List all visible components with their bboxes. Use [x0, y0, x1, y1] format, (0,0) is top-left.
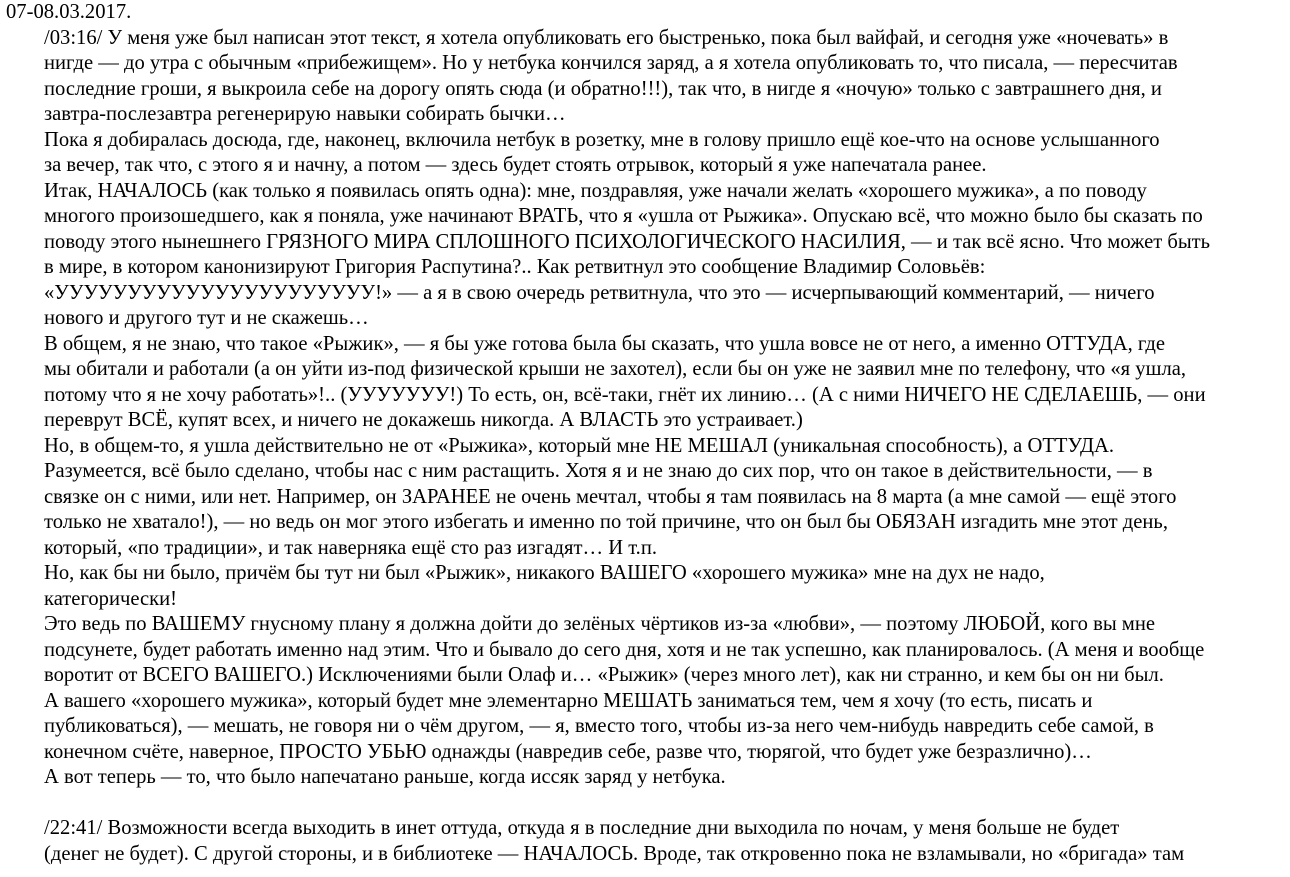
document-date: 07-08.03.2017. — [6, 1, 132, 23]
text-line: Пока я добиралась досюда, где, наконец, включила нетбук в розетку, мне в голову пришло ещё кое-что на основе услышанного — [44, 128, 1160, 151]
text-line: категорически! — [44, 587, 178, 610]
text-line: Это ведь по ВАШЕМУ гнусному плану я должна дойти до зелёных чёртиков из-за «любви», — поэтому ЛЮБОЙ, кого вы мне — [44, 613, 1156, 635]
text-line: Разумеется, всё было сделано, чтобы нас с ним растащить. Хотя я и не знаю до сих пор, что он такое в действительности, — в — [44, 460, 1153, 482]
text-line: который, «по традиции», и так наверняка ещё сто раз изгадят… И т.п. — [44, 536, 658, 559]
blank-line — [6, 791, 1286, 817]
text-line: многого произошедшего, как я поняла, уже начинают ВРАТЬ, что я «ушла от Рыжика». Опускаю всё, что можно было бы сказать по — [44, 205, 1203, 227]
text-line: /22:41/ Возможности всегда выходить в инет оттуда, откуда я в последние дни выходила по ночам, у меня больше не будет — [44, 817, 1120, 839]
text-line: только не хватало!), — но ведь он мог этого избегать и именно по той причине, что он был бы ОБЯЗАН изгадить мне этот день, — [44, 511, 1168, 533]
paragraph-4 — [6, 332, 1286, 434]
text-line: В общем, я не знаю, что такое «Рыжик», — я бы уже готова была бы сказать, что ушла вовсе не от него, а именно ОТТУДА, где — [44, 332, 1165, 355]
text-line: А вашего «хорошего мужика», который будет мне элементарно МЕШАТЬ заниматься тем, чем я хочу (то есть, писать и — [44, 689, 1093, 712]
text-line: переврут ВСЁ, купят всех, и ничего не докажешь никогда. А ВЛАСТЬ это устраивает.) — [44, 409, 803, 431]
text-line: потому что я не хочу работать»!.. (УУУУУУУ!) То есть, он, всё-таки, гнёт их линию… (А с ними НИЧЕГО НЕ СДЕЛАЕШЬ, — они — [44, 383, 1206, 406]
paragraph-6 — [6, 459, 1286, 561]
paragraph-second-part — [6, 816, 1286, 867]
paragraph-10 — [6, 765, 1286, 791]
text-line: нового и другого тут и не скажешь… — [44, 307, 369, 329]
text-line: в мире, в котором канонизируют Григория Распутина?.. Как ретвитнул это сообщение Владимир Соловьёв: — [44, 256, 986, 278]
paragraph-5 — [6, 434, 1286, 460]
paragraph-3 — [6, 179, 1286, 332]
paragraph-7 — [6, 561, 1286, 612]
text-line: подсунете, будет работать именно над этим. Что и бывало до сего дня, хотя и не так успешно, как планировалось. (А меня и вообще — [44, 638, 1205, 661]
paragraph-2 — [6, 128, 1286, 179]
text-line: Но, в общем-то, я ушла действительно не от «Рыжика», который мне НЕ МЕШАЛ (уникальная способность), а ОТТУДА. — [44, 434, 1115, 457]
text-line: конечном счёте, наверное, ПРОСТО УБЬЮ однажды (навредив себе, разве что, тюрягой, что будет уже безразлично)… — [44, 740, 1092, 763]
text-line: поводу этого нынешнего ГРЯЗНОГО МИРА СПЛОШНОГО ПСИХОЛОГИЧЕСКОГО НАСИЛИЯ, — и так всё ясно. Что может быть — [44, 230, 1211, 253]
text-line: завтра-послезавтра регенерирую навыки собирать бычки… — [44, 103, 566, 125]
text-line: мы обитали и работали (а он уйти из-под физической крыши не захотел), если бы он уже не заявил мне по телефону, что «я ушла, — [44, 358, 1187, 380]
text-line: Но, как бы ни было, причём бы тут ни был «Рыжик», никакого ВАШЕГО «хорошего мужика» мне на дух не надо, — [44, 562, 1045, 584]
text-line: «УУУУУУУУУУУУУУУУУУУУУУ!» — а я в свою очередь ретвитнула, что это — исчерпывающий комментарий, — ничего — [44, 281, 1155, 304]
text-line: (денег не будет). С другой стороны, и в библиотеке — НАЧАЛОСЬ. Вроде, так откровенно пока не взламывали, но «бригада» там — [44, 842, 1185, 865]
document-page — [6, 0, 1286, 867]
text-line: последние гроши, я выкроила себе на дорогу опять сюда (и обратно!!!), так что, в нигде я «ночую» только с завтрашнего дня, и — [44, 77, 1162, 100]
text-line: нигде — до утра с обычным «прибежищем». Но у нетбука кончился заряд, а я хотела опубликовать то, что писала, — пересчитав — [44, 52, 1178, 74]
text-line: Итак, НАЧАЛОСЬ (как только я появилась опять одна): мне, поздравляя, уже начали желать «хорошего мужика», а по поводу — [44, 179, 1147, 202]
paragraph-8 — [6, 612, 1286, 689]
text-line: публиковаться), — мешать, не говоря ни о чём другом, — я, вместо того, чтобы из-за него чем-нибудь навредить себе самой, в — [44, 715, 1154, 737]
paragraph-1 — [6, 26, 1286, 128]
text-line: воротит от ВСЕГО ВАШЕГО.) Исключениями были Олаф и… «Рыжик» (через много лет), как ни странно, и кем бы он ни был. — [44, 664, 1164, 686]
text-line: связке он с ними, или нет. Например, он ЗАРАНЕЕ не очень мечтал, чтобы я там появилась на 8 марта (а мне самой — ещё этого — [44, 485, 1177, 508]
paragraph-9 — [6, 689, 1286, 766]
text-line: за вечер, так что, с этого я и начну, а потом — здесь будет стоять отрывок, который я уже напечатала ранее. — [44, 154, 987, 176]
text-line: /03:16/ У меня уже был написан этот текст, я хотела опубликовать его быстренько, пока был вайфай, и сегодня уже «ночевать» в — [44, 26, 1169, 49]
text-line: А вот теперь — то, что было напечатано раньше, когда иссяк заряд у нетбука. — [44, 766, 726, 788]
